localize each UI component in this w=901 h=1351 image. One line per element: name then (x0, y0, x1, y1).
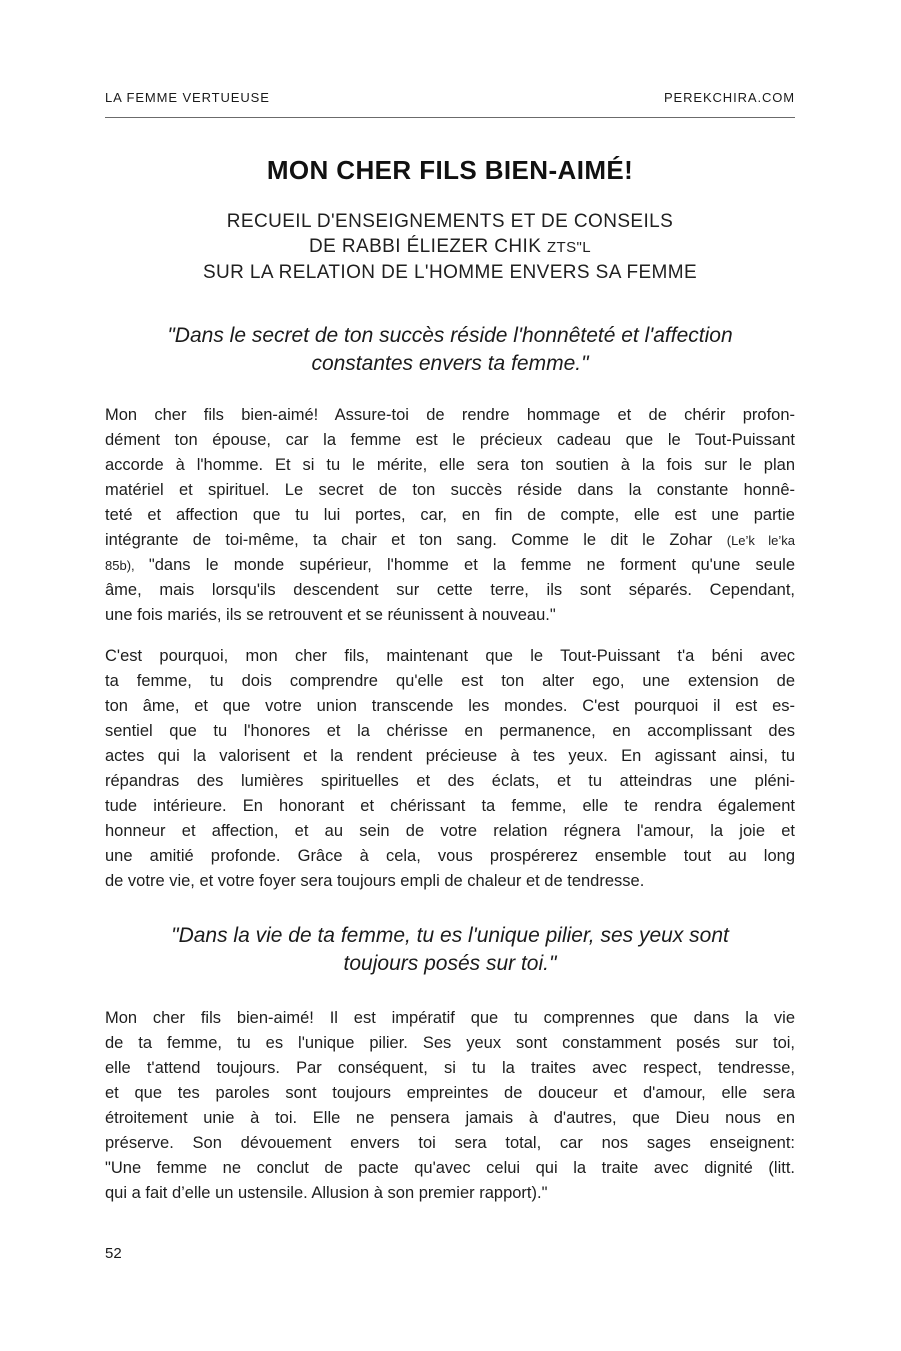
text-line: âme, mais lorsqu'ils descendent sur cette terre, ils sont séparés. Cependant, (105, 581, 795, 599)
text-line: une amitié profonde. Grâce à cela, vous prospérerez ensemble tout au long (105, 847, 795, 865)
text-line (105, 553, 795, 578)
text-line: teté et affection que tu lui portes, car, en fin de compte, elle est une partie (105, 506, 795, 524)
page-number: 52 (105, 1245, 122, 1262)
text-line: qui a fait d’elle un ustensile. Allusion à son premier rapport)." (105, 1184, 548, 1202)
text-line: sentiel que tu l'honores et la chérisse en permanence, en accomplissant des (105, 722, 795, 740)
text-line: une fois mariés, ils se retrouvent et se réunissent à nouveau." (105, 606, 556, 624)
subtitle-honorific: ZTS"L (546, 239, 591, 256)
text-line: C'est pourquoi, mon cher fils, maintenant que le Tout-Puissant t'a béni avec (105, 647, 795, 665)
chapter-title: MON CHER FILS BIEN-AIMÉ! (266, 155, 634, 185)
text-segment: "dans le monde supérieur, l'homme et la femme ne forment qu'une seule (148, 556, 795, 574)
text-line: tude intérieure. En honorant et chérissant ta femme, elle te rendra également (105, 797, 795, 815)
text-line: Mon cher fils bien-aimé! Assure-toi de rendre hommage et de chérir profon- (105, 406, 795, 424)
epigraph-quote-1 (105, 322, 795, 378)
text-line: de votre vie, et votre foyer sera toujours empli de chaleur et de tendresse. (105, 872, 645, 890)
text-line: accorde à l'homme. Et si tu le mérite, elle sera ton soutien à la fois sur le plan (105, 456, 795, 474)
quote-line: toujours posés sur toi." (343, 952, 557, 975)
citation-reference: (Le’k le’ka (726, 533, 795, 548)
text-line: honneur et affection, et au sein de votre relation régnera l'amour, la joie et (105, 822, 795, 840)
text-line: et que tes paroles sont toujours empreintes de douceur et d'amour, elle sera (105, 1084, 795, 1102)
text-line: répandras des lumières spirituelles et des éclats, et tu atteindras une pléni- (105, 772, 795, 790)
text-line: matériel et spirituel. Le secret de ton succès réside dans la constante honnê- (105, 481, 795, 499)
text-line: préserve. Son dévouement envers toi sera total, car nos sages enseignent: (105, 1134, 795, 1152)
body-paragraph-1 (105, 403, 795, 628)
text-line: ton âme, et que votre union transcende les mondes. C'est pourquoi il est es- (105, 697, 795, 715)
subtitle-line (105, 234, 795, 260)
text-line: dément ton épouse, car la femme est le précieux cadeau que le Tout-Puissant (105, 431, 795, 449)
subtitle-line: SUR LA RELATION DE L'HOMME ENVERS SA FEMME (202, 262, 698, 283)
text-segment: intégrante de toi-même, ta chair et ton sang. Comme le dit le Zohar (105, 531, 727, 549)
text-line: de ta femme, tu es l'unique pilier. Ses yeux sont constamment posés sur toi, (105, 1034, 795, 1052)
subtitle-author: DE RABBI ÉLIEZER CHIK (309, 236, 547, 257)
text-line: actes qui la valorisent et la rendent précieuse à tes yeux. En agissant ainsi, tu (105, 747, 795, 765)
running-head (105, 0, 795, 105)
quote-line: "Dans la vie de ta femme, tu es l'unique pilier, ses yeux sont (171, 924, 729, 947)
epigraph-quote-2 (105, 922, 795, 978)
text-line: ta femme, tu dois comprendre qu'elle est ton alter ego, une extension de (105, 672, 795, 690)
quote-line: constantes envers ta femme." (311, 352, 589, 375)
subtitle-line: RECUEIL D'ENSEIGNEMENTS ET DE CONSEILS (226, 211, 674, 232)
running-head-book-title: LA FEMME VERTUEUSE (105, 90, 270, 105)
body-paragraph-2 (105, 644, 795, 894)
header-rule (105, 117, 795, 118)
text-line: elle t'attend toujours. Par conséquent, si tu la traites avec respect, tendresse, (105, 1059, 795, 1077)
chapter-subtitle (105, 209, 795, 285)
text-line: Mon cher fils bien-aimé! Il est impératif que tu comprennes que dans la vie (105, 1009, 795, 1027)
running-head-website: PEREKCHIRA.COM (663, 90, 795, 105)
body-paragraph-3 (105, 1006, 795, 1206)
text-line: étroitement unie à toi. Elle ne pensera jamais à d'autres, que Dieu nous en (105, 1109, 795, 1127)
text-line (105, 528, 795, 553)
text-line: "Une femme ne conclut de pacte qu'avec celui qui la traite avec dignité (litt. (105, 1159, 795, 1177)
quote-line: "Dans le secret de ton succès réside l'honnêteté et l'affection (167, 324, 733, 347)
citation-reference: 85b), (105, 558, 149, 573)
